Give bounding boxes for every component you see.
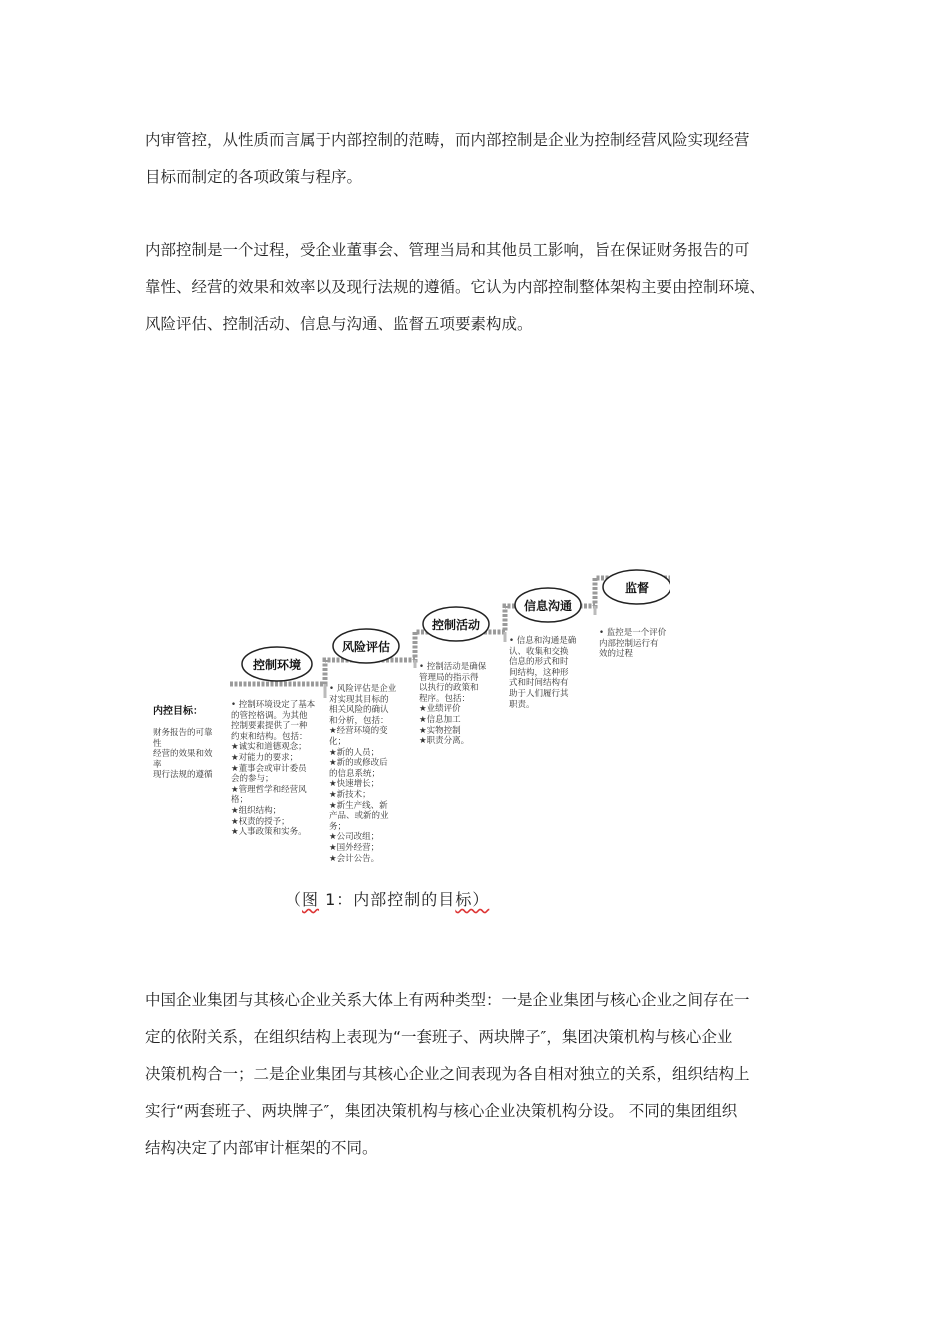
step-line: 控制要素提供了一种	[231, 721, 308, 732]
step-line: ★董事会或审计委员	[231, 763, 307, 774]
paragraph-line: 决策机构合一；二是企业集团与其核心企业之间表现为各自相对独立的关系，组织结构上	[145, 1065, 750, 1083]
step-line: 效的过程	[599, 649, 634, 660]
goal-title: 内控目标：	[153, 706, 203, 717]
step-line: 以执行的政策和	[419, 683, 479, 694]
step-line: • 控制环境设定了基本	[231, 700, 316, 710]
step-line: • 信息和沟通是确	[509, 636, 577, 646]
step-line: 对实现其目标的	[329, 694, 389, 705]
step-body-1	[231, 700, 315, 838]
caption-wavy-1: 图	[302, 890, 320, 909]
step-body-3	[419, 662, 486, 747]
step-line: • 监控是一个评价	[599, 628, 667, 638]
caption-open: （	[285, 890, 303, 909]
step-line: ★业绩评价	[419, 704, 461, 715]
step-line: ★新的或修改后	[329, 758, 388, 769]
step-line: 务；	[329, 821, 347, 832]
step-line: 和分析，包括：	[329, 715, 389, 726]
step-line: ★权责的授予；	[231, 816, 290, 827]
step-line: • 风险评估是企业	[329, 684, 397, 694]
step-line: ★实物控制	[419, 725, 461, 736]
step-line: ★职责分离。	[419, 736, 470, 747]
step-line: 约束和结构。包括：	[231, 731, 308, 742]
step-line: ★经营环境的变	[329, 726, 388, 737]
step-line: ★国外经营；	[329, 842, 380, 853]
step-line: ★快速增长；	[329, 779, 380, 790]
internal-control-figure	[145, 560, 670, 920]
goal-line: 现行法规的遵循	[153, 770, 213, 781]
step-line: ★信息加工	[419, 714, 461, 725]
paragraph-line: 内审管控，从性质而言属于内部控制的范畴，而内部控制是企业为控制经营风险实现经营	[145, 131, 750, 149]
step-line: • 控制活动是确保	[419, 662, 487, 672]
goal-list	[153, 728, 213, 781]
goal-line: 财务报告的可靠	[153, 728, 213, 738]
step-line: ★新生产线、新	[329, 800, 388, 811]
step-line: 职责。	[509, 699, 535, 710]
step-line: 间结构，这种形	[509, 667, 569, 678]
goal-line: 性	[153, 738, 162, 749]
step-line: ★对能力的要求；	[231, 752, 299, 763]
step-line: 格；	[231, 795, 249, 806]
goal-line: 经营的效果和效	[153, 749, 213, 760]
staircase-diagram	[145, 560, 670, 880]
paragraph-1	[145, 122, 810, 196]
step-line: 产品、或新的业	[329, 811, 389, 822]
step-line: ★管理哲学和经营风	[231, 784, 307, 795]
step-line: 会的参与；	[231, 774, 274, 785]
paragraph-line: 中国企业集团与其核心企业关系大体上有两种类型：一是企业集团与核心企业之间存在一	[145, 991, 750, 1009]
step-line: 的信息系统；	[329, 768, 381, 779]
paragraph-3	[145, 982, 810, 1167]
step-body-5	[599, 628, 666, 660]
step-line: 认、收集和交换	[509, 646, 569, 657]
step-line: 内部控制运行有	[599, 638, 659, 649]
paragraph-line: 定的依附关系，在组织结构上表现为“一套班子、两块牌子″，集团决策机构与核心企业	[145, 1028, 733, 1046]
caption-wavy-2: 标）	[455, 890, 490, 909]
step-title-5: 监督	[624, 581, 649, 595]
step-body-2	[329, 684, 396, 864]
step-line: 式和时间结构有	[509, 678, 569, 689]
paragraph-line: 靠性、经营的效果和效率以及现行法规的遵循。它认为内部控制整体架构主要由控制环境、	[145, 278, 766, 296]
paragraph-line: 风险评估、控制活动、信息与沟通、监督五项要素构成。	[145, 315, 533, 333]
paragraph-line: 目标而制定的各项政策与程序。	[145, 168, 363, 186]
step-line: ★组织结构；	[231, 805, 282, 816]
step-line: 相关风险的确认	[329, 705, 389, 716]
step-line: ★会计公告。	[329, 853, 380, 864]
step-line: ★诚实和道德观念；	[231, 742, 307, 753]
step-line: 化；	[329, 736, 347, 747]
paragraph-2	[145, 232, 810, 343]
step-line: 的管控格调。为其他	[231, 710, 308, 721]
step-title-4: 信息沟通	[523, 599, 572, 613]
paragraph-line: 结构决定了内部审计框架的不同。	[145, 1139, 378, 1157]
step-line: 助于人们履行其	[509, 688, 569, 699]
paragraph-line: 实行“两套班子、两块牌子″，集团决策机构与核心企业决策机构分设。 不同的集团组织	[145, 1102, 738, 1120]
paragraph-line: 内部控制是一个过程，受企业董事会、管理当局和其他员工影响，旨在保证财务报告的可	[145, 241, 750, 259]
step-title-3: 控制活动	[431, 618, 480, 632]
step-line: ★新技术；	[329, 789, 371, 800]
step-line: 管理局的指示得	[419, 672, 479, 683]
caption-mid: 1：内部控制的目	[319, 890, 456, 909]
step-title-2: 风险评估	[341, 640, 390, 654]
step-line: ★新的人员；	[329, 747, 380, 758]
step-line: ★人事政策和实务。	[231, 827, 307, 838]
step-line: 程序。包括：	[419, 693, 471, 704]
step-line: ★公司改组；	[329, 832, 380, 843]
goal-line: 率	[153, 759, 162, 770]
step-body-4	[509, 636, 576, 710]
step-title-1: 控制环境	[252, 658, 301, 672]
figure-caption	[285, 887, 489, 910]
step-line: 信息的形式和时	[509, 657, 569, 668]
